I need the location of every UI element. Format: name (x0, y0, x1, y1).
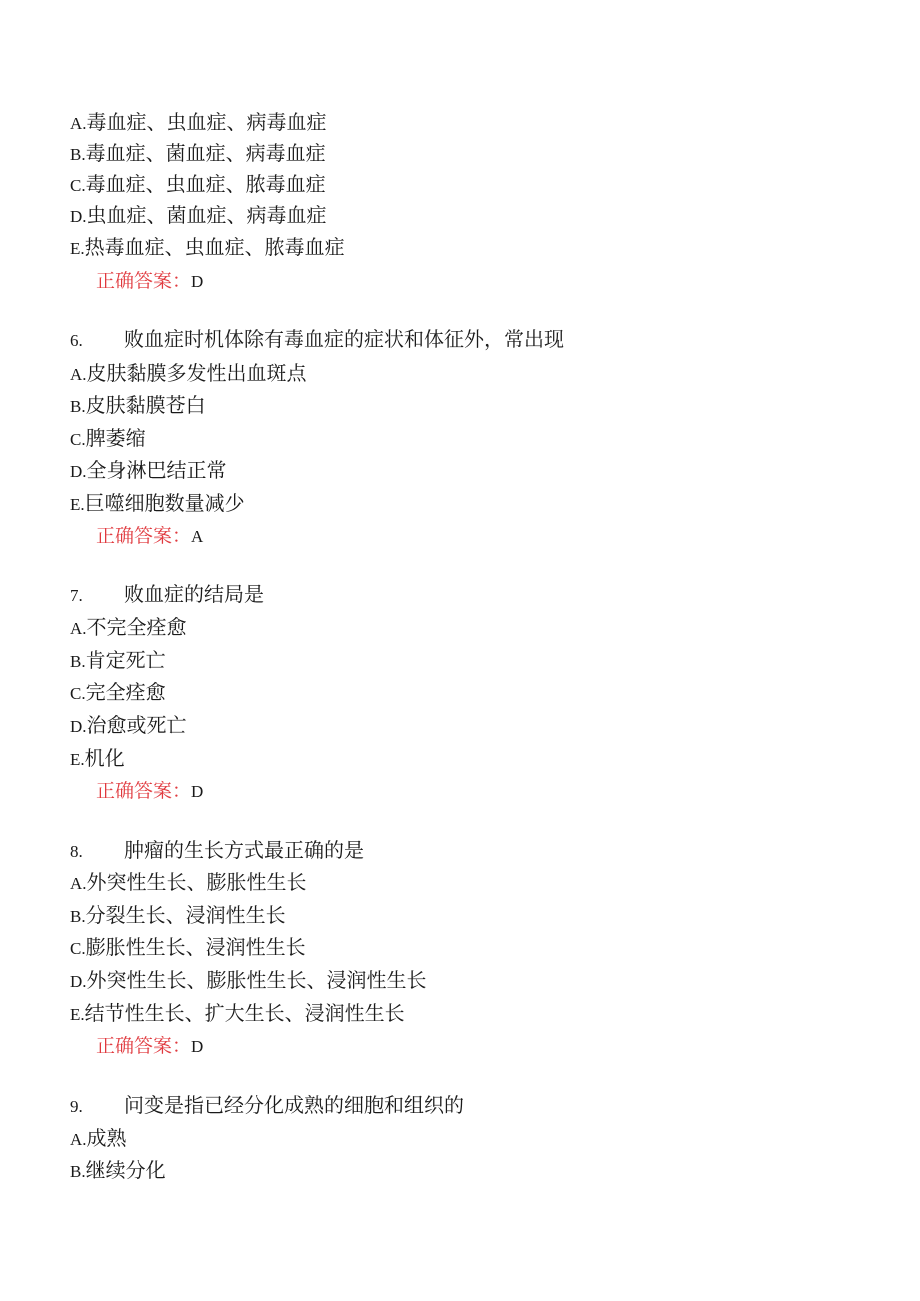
option-q8-c (70, 935, 306, 961)
option-text: 不完全痊愈 (86, 615, 187, 639)
option-text: 毒血症、虫血症、病毒血症 (86, 110, 327, 134)
question-stem: 败血症时机体除有毒血症的症状和体征外，常出现 (124, 327, 564, 351)
option-text: 脾萎缩 (85, 426, 146, 450)
question-q8 (70, 838, 364, 864)
answer-value: D (191, 272, 204, 291)
option-text: 继续分化 (85, 1158, 166, 1182)
option-letter: E. (70, 239, 85, 258)
option-letter: D. (70, 462, 87, 481)
option-text: 毒血症、虫血症、脓毒血症 (85, 172, 326, 196)
option-text: 全身淋巴结正常 (86, 458, 227, 482)
answer-q5 (96, 269, 203, 294)
option-letter: E. (70, 495, 85, 514)
answer-q6 (96, 524, 203, 549)
option-q6-b (70, 393, 206, 419)
answer-value: D (191, 782, 204, 801)
option-q5-b (70, 141, 326, 167)
option-letter: B. (70, 397, 86, 416)
option-q6-d (70, 458, 227, 484)
answer-label: 正确答案： (96, 525, 192, 547)
option-q8-d (70, 968, 427, 994)
option-letter: C. (70, 684, 86, 703)
answer-q8 (96, 1034, 203, 1059)
option-q5-c (70, 172, 326, 198)
option-letter: D. (70, 717, 87, 736)
option-letter: D. (70, 207, 87, 226)
option-text: 皮肤黏膜苍白 (85, 393, 206, 417)
option-q6-a (70, 361, 307, 387)
option-text: 分裂生长、浸润性生长 (85, 903, 286, 927)
option-letter: C. (70, 176, 86, 195)
option-letter: B. (70, 145, 86, 164)
option-letter: B. (70, 907, 86, 926)
option-text: 机化 (84, 746, 125, 770)
question-number: 6. (70, 331, 83, 350)
option-letter: D. (70, 972, 87, 991)
option-q5-e (70, 235, 345, 261)
option-q8-b (70, 903, 286, 929)
option-text: 外突性生长、膨胀性生长 (86, 870, 307, 894)
question-stem: 问变是指已经分化成熟的细胞和组织的 (124, 1093, 464, 1117)
question-number: 9. (70, 1097, 83, 1116)
question-stem: 败血症的结局是 (124, 582, 264, 606)
question-q6 (70, 327, 564, 353)
option-letter: C. (70, 939, 86, 958)
option-text: 热毒血症、虫血症、脓毒血症 (84, 235, 345, 259)
option-text: 治愈或死亡 (86, 713, 187, 737)
option-text: 成熟 (86, 1126, 127, 1150)
option-text: 膨胀性生长、浸润性生长 (85, 935, 306, 959)
question-stem: 肿瘤的生长方式最正确的是 (124, 838, 364, 862)
option-letter: A. (70, 365, 87, 384)
option-q6-c (70, 426, 146, 452)
option-text: 皮肤黏膜多发性出血斑点 (86, 361, 307, 385)
option-text: 毒血症、菌血症、病毒血症 (85, 141, 326, 165)
option-q9-b (70, 1158, 166, 1184)
question-q9 (70, 1093, 464, 1119)
question-number: 7. (70, 586, 83, 605)
option-q7-c (70, 680, 166, 706)
answer-label: 正确答案： (96, 1035, 192, 1057)
option-text: 结节性生长、扩大生长、浸润性生长 (84, 1001, 405, 1025)
option-q5-d (70, 203, 327, 229)
question-q7 (70, 582, 264, 608)
option-text: 巨噬细胞数量减少 (84, 491, 245, 515)
option-letter: B. (70, 1162, 86, 1181)
option-text: 虫血症、菌血症、病毒血症 (86, 203, 327, 227)
answer-value: D (191, 1037, 204, 1056)
option-q8-a (70, 870, 307, 896)
option-text: 肯定死亡 (85, 648, 166, 672)
answer-q7 (96, 779, 203, 804)
option-q7-e (70, 746, 125, 772)
option-letter: A. (70, 619, 87, 638)
option-q9-a (70, 1126, 127, 1152)
option-letter: E. (70, 1005, 85, 1024)
option-text: 外突性生长、膨胀性生长、浸润性生长 (86, 968, 427, 992)
answer-label: 正确答案： (96, 270, 192, 292)
option-letter: A. (70, 874, 87, 893)
option-q8-e (70, 1001, 405, 1027)
question-number: 8. (70, 842, 83, 861)
option-letter: E. (70, 750, 85, 769)
option-q6-e (70, 491, 245, 517)
option-q7-a (70, 615, 187, 641)
option-q5-a (70, 110, 327, 136)
option-letter: C. (70, 430, 86, 449)
answer-label: 正确答案： (96, 780, 192, 802)
option-q7-b (70, 648, 166, 674)
option-letter: B. (70, 652, 86, 671)
answer-value: A (191, 527, 204, 546)
option-q7-d (70, 713, 187, 739)
option-text: 完全痊愈 (85, 680, 166, 704)
option-letter: A. (70, 1130, 87, 1149)
option-letter: A. (70, 114, 87, 133)
